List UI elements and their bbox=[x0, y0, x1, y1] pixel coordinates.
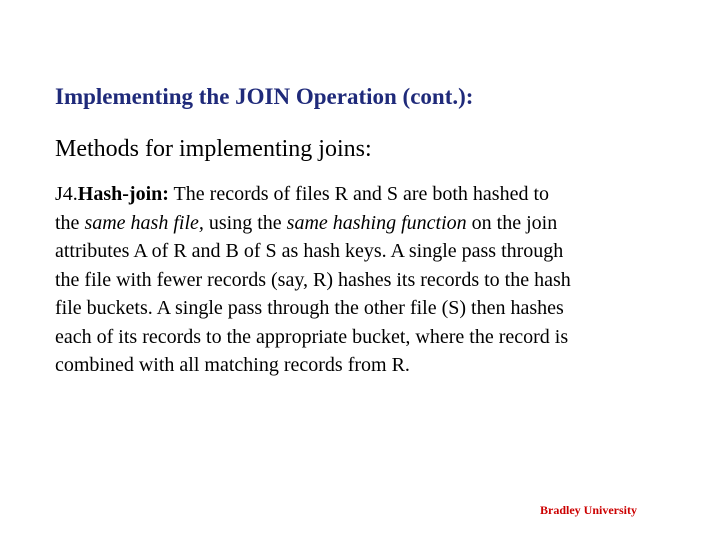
line-2-text-a: the bbox=[55, 211, 85, 234]
hash-join-paragraph bbox=[55, 180, 695, 380]
method-term: Hash-join: bbox=[77, 183, 169, 205]
paragraph-line-2 bbox=[55, 209, 695, 238]
paragraph-line-6: each of its records to the appropriate bucket, where the record is bbox=[55, 325, 569, 348]
footer-university: Bradley University bbox=[540, 503, 637, 517]
line-2-text-c: using the bbox=[203, 211, 287, 234]
slide-title: Implementing the JOIN Operation (cont.): bbox=[55, 84, 474, 109]
paragraph-line-3: attributes A of R and B of S as hash keys. A single pass through bbox=[55, 240, 564, 262]
line-1-text: The records of files R and S are both hashed to bbox=[168, 183, 550, 205]
emphasis-same-hashing-function: same hashing function bbox=[286, 211, 467, 234]
paragraph-line-1 bbox=[55, 180, 695, 209]
line-2-text-e: on the join bbox=[466, 211, 558, 234]
slide-subtitle: Methods for implementing joins: bbox=[55, 136, 372, 162]
method-label: J4. bbox=[55, 183, 78, 205]
paragraph-line-7: combined with all matching records from R. bbox=[55, 354, 410, 376]
emphasis-same-hash-file: same hash file, bbox=[84, 211, 204, 234]
paragraph-line-4: the file with fewer records (say, R) hashes its records to the hash bbox=[55, 268, 571, 291]
paragraph-line-5: file buckets. A single pass through the other file (S) then hashes bbox=[55, 297, 564, 319]
